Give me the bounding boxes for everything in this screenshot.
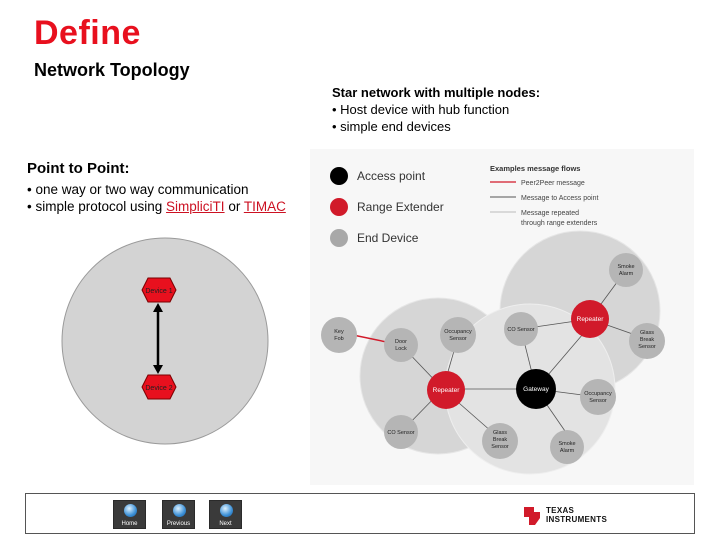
end-device-legend-icon: [330, 229, 348, 247]
slide-subtitle: Network Topology: [34, 60, 190, 80]
ti-wordmark-line2: INSTRUMENTS: [546, 515, 608, 524]
home-icon: [124, 504, 137, 517]
previous-label: Previous: [166, 521, 191, 527]
star-heading: Star network with multiple nodes:: [332, 85, 541, 100]
glass-break-right-line3: Sensor: [638, 344, 656, 350]
slide-title: Define: [34, 14, 141, 52]
glass-break-bottom-line2: Break: [492, 437, 508, 443]
co-sensor-top-label: CO Sensor: [507, 327, 535, 333]
repeater-right-label: Repeater: [576, 316, 604, 323]
p2p-bullet-1: • one way or two way communication: [27, 182, 249, 197]
p2p-bullet-2: [27, 198, 286, 215]
ti-wordmark: [546, 506, 607, 524]
legend-flow-1: Peer2Peer message: [521, 180, 585, 187]
p2p-coverage-circle: [62, 238, 268, 444]
door-lock-line2: Lock: [395, 346, 407, 352]
glass-break-bottom-line3: Sensor: [491, 444, 509, 450]
home-label: Home: [121, 521, 138, 527]
smoke-alarm-2-line1: Smoke: [558, 441, 576, 447]
star-bullet-1: • Host device with hub function: [332, 102, 510, 117]
door-lock-line1: Door: [395, 339, 407, 345]
ti-wordmark-line1: TEXAS: [546, 506, 575, 515]
legend-flow-3a: Message repeated: [521, 210, 579, 217]
legend-end-device: End Device: [357, 231, 419, 245]
legend-range-extender: Range Extender: [357, 200, 444, 214]
next-icon: [220, 504, 233, 517]
home-button[interactable]: [113, 500, 146, 529]
star-network-diagram: [310, 149, 694, 485]
star-bullet-2: • simple end devices: [332, 119, 451, 134]
p2p-bullet-2-prefix: • simple protocol using: [27, 199, 167, 214]
smoke-alarm-2-line2: Alarm: [559, 448, 575, 454]
gateway-label: Gateway: [523, 386, 549, 393]
co-sensor-bottom-label: CO Sensor: [387, 430, 415, 436]
legend-access-point: Access point: [357, 169, 426, 183]
device-1-label: Device 1: [145, 288, 173, 295]
access-point-legend-icon: [330, 167, 348, 185]
p2p-heading: Point to Point:: [27, 160, 130, 177]
next-label: Next: [219, 521, 232, 527]
previous-icon: [173, 504, 186, 517]
p2p-diagram: [60, 236, 270, 446]
occupancy-top-line2: Sensor: [449, 336, 467, 342]
p2p-bullet-2-mid: or: [224, 199, 244, 214]
p2p-description: [27, 160, 286, 215]
legend-flow-2: Message to Access point: [521, 195, 599, 202]
key-fob-line2: Fob: [334, 336, 344, 342]
timac-link[interactable]: TIMAC: [243, 199, 286, 214]
star-description: [332, 84, 540, 135]
simpliciti-link[interactable]: SimpliciTI: [166, 199, 225, 214]
occupancy-right-line2: Sensor: [589, 398, 607, 404]
device-2-label: Device 2: [145, 385, 173, 392]
key-fob-line1: Key: [334, 329, 344, 335]
occupancy-top-line1: Occupancy: [444, 329, 472, 335]
legend-flows-title: Examples message flows: [490, 164, 581, 173]
glass-break-right-line2: Break: [639, 337, 655, 343]
smoke-alarm-1-line2: Alarm: [618, 271, 634, 277]
previous-button[interactable]: [162, 500, 195, 529]
footer-nav-bar: [25, 493, 695, 534]
repeater-left-label: Repeater: [432, 387, 460, 394]
glass-break-right-line1: Glass: [639, 330, 655, 336]
glass-break-bottom-line1: Glass: [492, 430, 508, 436]
legend-flow-3b: through range extenders: [521, 220, 598, 227]
occupancy-right-line1: Occupancy: [584, 391, 612, 397]
next-button[interactable]: [209, 500, 242, 529]
smoke-alarm-1-line1: Smoke: [617, 264, 635, 270]
range-extender-legend-icon: [330, 198, 348, 216]
